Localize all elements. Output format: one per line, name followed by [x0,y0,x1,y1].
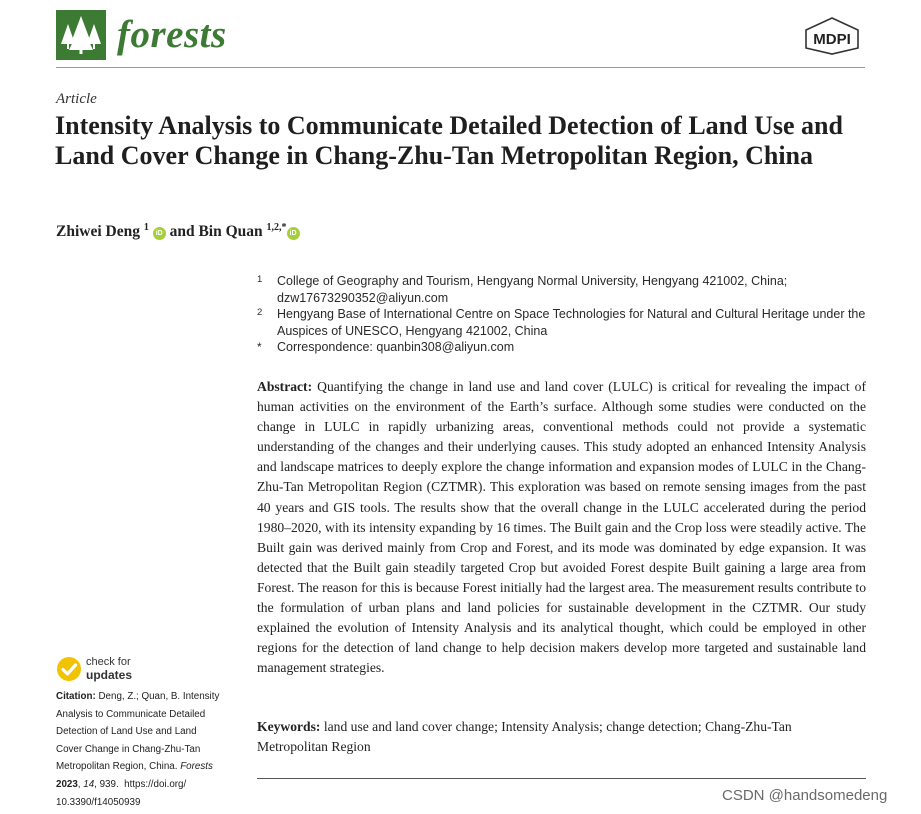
author-list [56,217,300,243]
affiliation-email[interactable]: dzw17673290352@aliyun.com [277,291,449,305]
affiliation-number: 2 [257,307,263,318]
abstract [257,377,866,678]
publisher-name: MDPI [813,31,851,48]
orcid-icon[interactable]: iD [153,227,166,240]
citation-journal: Forests [180,761,213,773]
abstract-text: Quantifying the change in land use and land cover (LULC) is critical for revealing the impact of human activities on the environment of the Earth’s surface. Although some studies were conducted on the change in LULC in rapidly urbanizing areas, conventional methods could not provide a systematic understanding of the changes and their underlying causes. This study adopted an enhanced Intensity Analysis and landscape matrices to deeply explore the change information and expansion modes of LULC in the Chang-Zhu-Tan Metropolitan Region (CZTMR). This exploration was based on remote sensing images from the past 40 years and GIS tools. The results show that the overall change in the LULC accelerated during the period 1980–2020, with its intensity expanding by 16 times. The Built gain and the Crop loss were steadily active. The Built gain was derived mainly from Crop and Forest, and its mode was dominated by edge expansion. It was detected that the Built gain steadily targeted Crop but avoided Forest despite Built gaining a large area from Forest. The reason for this is because Forest initially had the largest area. The measurement results contribute to the formulation of urban plans and land policies for sustainable development in the CZTMR. Our study explained the evolution of Intensity Analysis and its analytical thought, which could be employed in other regions for the detection of land change to help decision makers develop more targeted and sustainable land management strategies. [257,379,866,676]
check-updates-icon [56,656,82,682]
affiliation-marker: 1,2,* [266,222,287,233]
correspondence-mark: * [257,340,262,354]
affiliation-text: Auspices of UNESCO, Hengyang 421002, China [277,324,548,338]
updates-line-2: updates [86,668,133,682]
affiliation-text: Hengyang Base of International Centre on Space Technologies for Natural and Cultural Heritage under the [277,307,866,321]
check-for-updates-button[interactable] [56,656,196,684]
doi-link[interactable]: 10.3390/f14050939 [56,796,141,808]
citation-year: 2023 [56,778,78,790]
citation-volume: 14 [83,778,95,790]
footer-divider [257,778,866,779]
keywords-text: land use and land cover change; Intensity Analysis; change detection; Chang-Zhu-Tan Metropolitan Region [257,719,792,755]
orcid-icon[interactable]: iD [287,227,300,240]
journal-name: forests [117,13,227,56]
doi-link[interactable]: https://doi.org/ [124,778,187,790]
citation-text: Analysis to Communicate Detailed [56,708,206,720]
citation-text: Deng, Z.; Quan, B. Intensity [98,691,220,702]
forests-journal-logo [56,10,106,60]
article-type: Article [56,91,97,107]
author-joiner: and [169,223,195,240]
citation-pages: , 939. [94,778,119,790]
citation-label: Citation: [56,691,96,702]
affiliation-number: 1 [257,274,263,285]
citation-text: Cover Change in Chang-Zhu-Tan [56,743,201,755]
citation: Citation: Deng, Z.; Quan, B. Intensity Analysis to Communicate Detailed Detection of Land Use and Land Cover Change in Chang-Zhu-Tan Metropolitan Region, China. Forests 2023, 14, 939. https://doi.org/ 10.3390/f14050939 [56,688,241,811]
author-name[interactable]: Zhiwei Deng [56,223,140,240]
mdpi-logo [800,16,864,56]
correspondence-text: Correspondence: quanbin308@aliyun.com [277,340,515,354]
updates-line-1: check for [86,656,131,668]
affiliation-marker: 1 [143,222,149,233]
watermark: CSDN @handsomedeng [722,787,888,804]
paper-title: Intensity Analysis to Communicate Detailed Detection of Land Use and Land Cover Change in Chang-Zhu-Tan Metropolitan Region, China [55,111,843,170]
citation-text: Detection of Land Use and Land [56,726,197,738]
author-name[interactable]: Bin Quan [198,223,263,240]
keywords-label: Keywords: [257,719,321,734]
abstract-label: Abstract: [257,379,313,394]
citation-text: Metropolitan Region, China. [56,761,178,773]
header-divider [56,67,865,68]
affiliation-text: College of Geography and Tourism, Hengyang Normal University, Hengyang 421002, China; [277,274,788,288]
keywords [257,717,866,757]
